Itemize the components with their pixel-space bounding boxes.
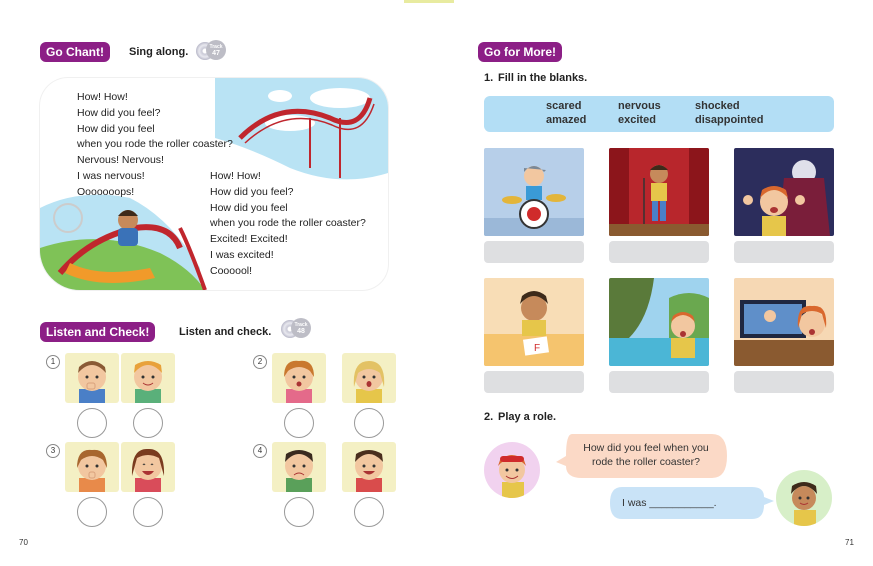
face-happy-boy	[121, 353, 175, 403]
answer-checkbox-3a[interactable]	[77, 497, 107, 527]
track-number: 48	[297, 328, 305, 335]
question-line-1: How did you feel when you	[583, 442, 709, 454]
word-scared: scared	[546, 100, 582, 112]
chant-panel	[40, 78, 388, 290]
audio-track-48-icon[interactable]	[281, 318, 311, 338]
answer-checkbox-1b[interactable]	[133, 408, 163, 438]
face-surprised-girl	[342, 353, 396, 403]
item-number-3: 3	[46, 444, 60, 458]
face-worried-girl	[65, 442, 119, 492]
answer-blank-3[interactable]	[734, 241, 834, 263]
avatar-girl	[776, 470, 832, 526]
chant-line: How did you feel	[210, 201, 288, 214]
answer-checkbox-4a[interactable]	[284, 497, 314, 527]
chant-line: How! How!	[77, 91, 128, 103]
answer-blank-5[interactable]	[609, 371, 709, 393]
chant-line: How did you feel?	[210, 185, 294, 198]
item-number-2: 2	[253, 355, 267, 369]
listen-check-instruction: Listen and check.	[179, 326, 272, 338]
word-excited: excited	[618, 114, 656, 126]
page-number-right: 71	[845, 538, 854, 547]
word-disappointed: disappointed	[695, 114, 764, 126]
chant-line: Coooool!	[210, 264, 253, 277]
listen-check-label: Listen and Check!	[40, 322, 155, 342]
chant-verse-2	[210, 169, 366, 280]
picture-test-boy	[484, 278, 584, 366]
chant-line: Nervous! Nervous!	[77, 154, 164, 167]
chant-line: when you rode the roller coaster?	[210, 217, 366, 230]
answer-checkbox-1a[interactable]	[77, 408, 107, 438]
top-accent-strip	[404, 0, 454, 3]
word-shocked: shocked	[695, 100, 740, 112]
picture-vampire-scare	[734, 148, 834, 236]
answer-blank-4[interactable]	[484, 371, 584, 393]
track-word: Track	[209, 44, 223, 50]
answer-blank-2[interactable]	[609, 241, 709, 263]
avatar-boy	[484, 442, 540, 498]
track-word: Track	[294, 322, 308, 328]
word-amazed: amazed	[546, 114, 587, 126]
chant-line: Ooooooops!	[77, 185, 135, 198]
go-for-more-label: Go for More!	[478, 42, 562, 62]
question-1-number: 1.	[484, 72, 494, 84]
face-laughing-girl	[121, 442, 175, 492]
page-number-left: 70	[19, 538, 28, 547]
face-nervous-boy	[65, 353, 119, 403]
chant-line: Excited! Excited!	[210, 233, 288, 246]
picture-tv-girl	[734, 278, 834, 366]
answer-checkbox-3b[interactable]	[133, 497, 163, 527]
answer-checkbox-4b[interactable]	[354, 497, 384, 527]
word-bank	[484, 96, 834, 132]
go-chant-instruction: Sing along.	[129, 46, 189, 58]
go-chant-label: Go Chant!	[40, 42, 110, 62]
question-2-text: Play a role.	[498, 411, 557, 423]
question-line-2: rode the roller coaster?	[592, 456, 700, 468]
chant-line: How! How!	[210, 170, 261, 182]
chant-line: How did you feel?	[77, 106, 161, 119]
question-bubble-text	[572, 441, 720, 469]
face-sad-boy	[272, 442, 326, 492]
item-number-4: 4	[253, 444, 267, 458]
picture-waterfall-boy	[609, 278, 709, 366]
answer-checkbox-2b[interactable]	[354, 408, 384, 438]
picture-stage-boy	[609, 148, 709, 236]
chant-line: I was excited!	[210, 248, 274, 261]
answer-checkbox-2a[interactable]	[284, 408, 314, 438]
word-nervous: nervous	[618, 100, 661, 112]
answer-blank-6[interactable]	[734, 371, 834, 393]
face-scared-girl	[272, 353, 326, 403]
audio-track-47-icon[interactable]	[196, 40, 226, 60]
chant-line: How did you feel	[77, 122, 155, 135]
answer-blank-1[interactable]	[484, 241, 584, 263]
face-excited-boy	[342, 442, 396, 492]
chant-line: when you rode the roller coaster?	[77, 138, 233, 151]
question-2-number: 2.	[484, 411, 494, 423]
track-number: 47	[212, 50, 220, 57]
chant-line: I was nervous!	[77, 169, 145, 182]
item-number-1: 1	[46, 355, 60, 369]
svg-text:F: F	[534, 343, 541, 354]
answer-bubble-text[interactable]: I was ___________.	[622, 497, 717, 509]
picture-drummer-boy	[484, 148, 584, 236]
question-1-text: Fill in the blanks.	[498, 72, 588, 84]
